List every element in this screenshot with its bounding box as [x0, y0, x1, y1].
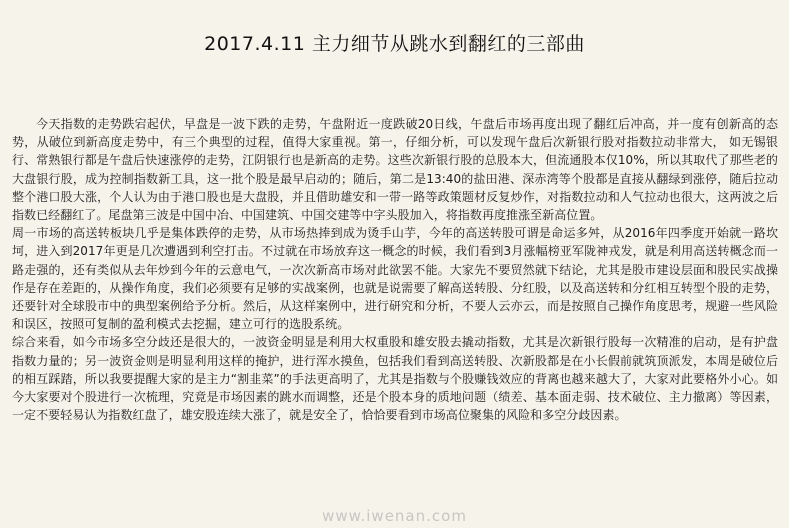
page-title: 2017.4.11 主力细节从跳水到翻红的三部曲 [204, 33, 585, 55]
paragraph-1: 今天指数的走势跌宕起伏，早盘是一波下跌的走势，午盘附近一度跌破20日线，午盘后市场再度出现了翻红后冲高，并一度有创新高的态势，从破位到新高度走势中，有三个典型的过程，值得大家重视。第一，仔细分析，可以发现午盘后次新银行股对指数拉动非常大， 如无锡银行、常熟银行都是午盘后快速涨停的走势，江阴银行也是新高的走势。这些次新银行股的总股本大，但流通股本仅10%，所以其取代了那些老的大盘银行股，成为控制指数新工具，这一批个股是最早启动的；随后，第二是13:40的盐田港、深赤湾等个股都是直接从翻绿到涨停，随后拉动整个港口股大涨，个人认为由于港口股也是大盘股，并且借助雄安和一带一路等政策题材反复炒作，对指数拉动和人气拉动也很大，这两波之后指数已经翻红了。尾盘第三波是中国中冶、中国建筑、中国交建等中字头股加入，将指数再度推涨至新高位置。 [12, 117, 778, 223]
article-body [12, 115, 778, 424]
site-watermark: www.iwenan.com [322, 507, 467, 525]
paragraph-3: 综合来看，如今市场多空分歧还是很大的，一波资金明显是利用大权重股和雄安股去撬动指数，尤其是次新银行股每一次精准的启动，是有护盘指数力量的；另一波资金则是明显利用这样的掩护，进行浑水摸鱼，包括我们看到高送转股、次新股都是在小长假前就筑顶派发，本周是破位后的相互踩踏，所以我要提醒大家的是主力“割韭菜”的手法更高明了，尤其是指数与个股赚钱效应的背离也越来越大了，大家对此要格外小心。如今大家要对个股进行一次梳理，究竟是市场因素的跳水而调整，还是个股本身的质地问题（绩差、基本面走弱、技术破位、主力撤离）等因素，一定不要轻易认为指数红盘了，雄安股连续大涨了，就是安全了，恰恰要看到市场高位聚集的风险和多空分歧因素。 [12, 335, 778, 423]
paragraph-2: 周一市场的高送转板块几乎是集体跌停的走势，从市场热捧到成为烫手山芋，今年的高送转股可谓是命运多舛，从2016年四季度开始就一路坎坷，进入到2017年更是几次遭遇到利空打击。不过就在市场放弃这一概念的时候，我们看到3月涨幅榜亚军陇神戎发，就是利用高送转概念而一路走强的，还有类似从去年炒到今年的云意电气，一次次新高市场对此欲罢不能。大家先不要贸然就下结论，尤其是股市建设层面和股民实战操作是存在差距的，从操作角度，我们必须要有足够的实战案例，也就是说需要了解高送转股、分红股，以及高送转和分红相互转型个股的走势，还要针对全球股市中的典型案例给予分析。然后，从这样案例中，进行研究和分析，不要人云亦云，而是按照自己操作角度思考，规避一些风险和误区，按照可复制的盈利模式去挖掘，建立可行的选股系统。 [12, 226, 778, 332]
